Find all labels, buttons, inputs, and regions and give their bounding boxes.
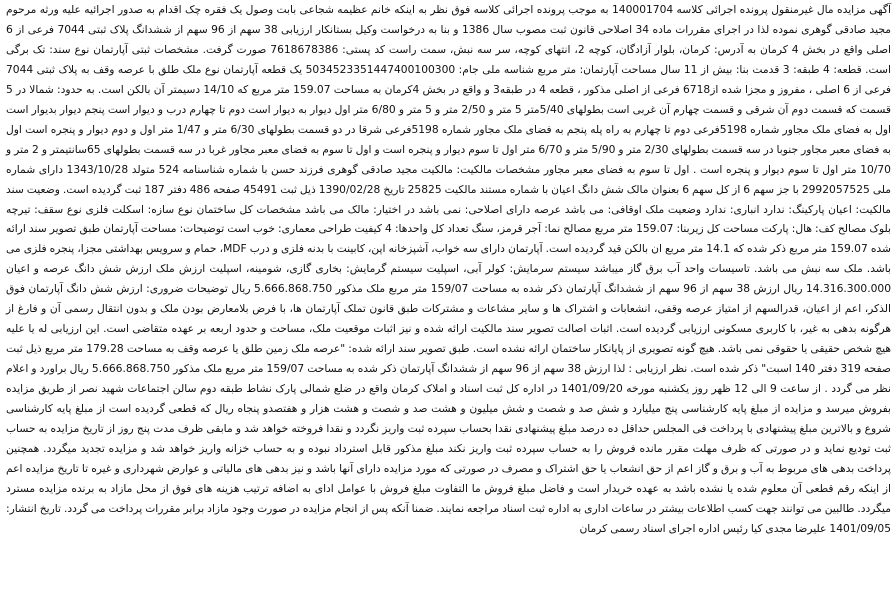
notice-body-text: آگهی مزایده مال غیرمنقول پرونده اجرائی کلاسه 140001704 به موجب پرونده اجرائی کلاسه فوق نظر به اینکه خانم عظیمه شجاعی بابت وصول یک فقره چک اقدام به صدور اجرائیه علیه ورثه مرحوم مجید صادقی گوهری نموده لذا در اجرای مقررات ماده 34 اصلاحی قانون ثبت مصوب سال 1386 و بنا به درخواست وکیل بستانکار ارزیابی 38 سهم از 96 سهم از ششدانگ پلاک ثبتی 7044 فرعی از 6 اصلی واقع در بخش 4 کرمان به آدرس: کرمان، بلوار آزادگان، کوچه 2، انتهای کوچه، سر سه نبش، سمت راست کد پستی: 7618678386 صورت گرفت. مشخصات ثبتی آپارتمان نوع سند: تک برگی است. قطعه: 4 طبقه: 3 قدمت بنا: بیش از 11 سال مساحت آپارتمان: متر مربع شناسه ملی جام: 5034523351447400100300 یک قطعه آپارتمان نوع ملک طلق با عرصه وقف به پلاک ثبتی 7044 فرعی از 6 اصلی ، مفروز و مجزا شده از6718 فرعی از اصلی مذکور ، قطعه 4 در طبقه3 و واقع در بخش 4کرمان به مساحت 159.07 متر مربع که 14/10 دسیمتر آن بالکن است. به حدود: شمالا در 5 قسمت که قسمت دوم آن شرقی و قسمت چهارم آن غربی است بطولهای 5/40متر 5 متر و 2/50 متر و 5 متر و 6/80 متر اول دیوار به دیوار است دوم تا چهارم درب و دیوار است پنجم دیوار بدیوار است اول به فضای ملک مجاور شماره 5198فرعی دوم تا چهارم به راه پله پنجم به فضای ملک مجاور شماره 5198فرعی شرقا در دو قسمت بطولهای 6/30 متر و 1/47 متر اول و دوم دیوار و پنجره است اول به فضای معبر مجاور جنوبا در سه قسمت بطولهای 2/30 متر و 5/90 متر و 6/70 متر اول تا سوم دیوار و پنجره است و اول تا سوم به فضای معبر مجاور غربا در سه قسمت بطولهای 65سانتیمتر و 2 متر و 10/70 متر اول تا سوم دیوار و پنجره است . اول تا سوم به فضای معبر مجاور مشخصات مالکیت: مالکیت مجید صادقی گوهری فرزند حسن با شماره شناسنامه 524 متولد 1343/10/28 دارای شماره ملی 2992057525 با جز سهم 6 از کل سهم 6 بعنوان مالک شش دانگ اعیان با شماره مستند مالکیت 25825 تاریخ 1390/02/28 ذیل ثبت 45491 صفحه 486 دفتر 187 ثبت گردیده است. وضعیت سند مالکیت: اعیان پارکینگ: ندارد انباری: ندارد وضعیت ملک اوقافی: می باشد عرصه دارای اصلاحی: نمی باشد در اختیار: مالک می باشد مشخصات کل ساختمان نوع سازه: اسکلت فلزی نوع سقف: تیرچه بلوک مصالح کف: هال: پارکت مساحت کل زیربنا: 159.07 متر مربع مصالح نما: آجر قرمز، سنگ تعداد کل واحدها: 4 کیفیت طراحی معماری: خوب است توضیحات: مساحت آپارتمان طبق تصویر سند ارائه شده 159.07 متر مربع ذکر شده که 14.1 متر مربع ان بالکن قید گردیده است. آپارتمان دارای سه خواب، آشپزخانه اپن، کابینت با بدنه فلزی و درب MDF، حمام و سرویس بهداشتی مجزا، پنجره فلزی می باشد. ملک سه نبش می باشد. تاسیسات واحد آب برق گاز میباشد سیستم سرمایش: کولر آبی، اسپلیت سیستم گرمایش: بخاری گازی، شومینه، اسپلیت ارزش ملک ارزش شش دانگ عرصه و اعیان 14.316.300.000 ریال ارزش 38 سهم از 96 سهم از ششدانگ آپارتمان ذکر شده به مساحت 159/07 متر مربع ملک مذکور 5.666.868.750 ریال توضیحات ضروری: ارزش شش دانگ آپارتمان فوق الذکر، اعم از اعیان، قدرالسهم از امتیاز عرصه وقفی، انشعابات و اشتراک ها و سایر مشاعات و مشترکات طبق قانون تملک آپارتمان ها، با فرض بلامعارض بودن ملک و بدون انتقال رسمی آن و فارغ از هرگونه بدهی به غیر، با کاربری مسکونی ارزیابی گردیده است. اثبات اصالت تصویر سند مالکیت ارائه شده و نیز اثبات موقعیت ملک، مساحت و حدود اربعه بر عهده متقاضی است. این ارزیابی له یا علیه هیچ شخص حقیقی یا حقوقی نمی باشد. هیچ گونه تصویری از پایانکار ساختمان ارائه نشده است. طبق تصویر سند ارائه شده: "عرصه ملک زمین طلق یا عرصه وقف به مساحت 179.28 متر مربع ذیل ثبت صفحه 319 دفتر 140 اسبت" ذکر شده است. نظر ارزیابی : لذا ارزش 38 سهم از 96 سهم از ششدانگ آپارتمان ذکر شده به مساحت 159/07 متر مربع ملک مذکور 5.666.868.750 ریال براورد و اعلام نظر می گردد . از ساعت 9 الی 12 ظهر روز یکشنبه مورخه 1401/09/20 در اداره کل ثبت اسناد و املاک کرمان واقع در ضلع شمالی پارک نشاط طبقه دوم سالن اجتماعات شهید نصر از طریق مزایده بفروش میرسد و مزایده از مبلغ پایه کارشناسی پنج میلیارد و شش صد و شصت و شش میلیون و هشت صد و شصت و هشت هزار و هفتصدو پنجاه ریال که قطعی گردیده است از مبلغ پایه کارشناسی شروع و بالاترین مبلغ پیشنهادی با پرداخت فی المجلس حداقل ده درصد مبلغ پیشنهادی نقدا بحساب سپرده ثبت واریز نگردد و نقدا فروخته خواهد شد و مابقی ظرف مدت پنج روز از تاریخ مزایده به حساب ثبت تودیع نماید و در صورتی که ظرف مهلت مقرر مانده فروش را به حساب سپرده ثبت واریز نکند مبلغ مذکور قابل استرداد نبوده و به حساب خزانه واریز خواهد شد و مزایده تجدید میگردد. همچنین پرداخت بدهی های مربوط به آب و برق و گاز اعم از حق انشعاب یا حق اشتراک و مصرف در صورتی که مورد مزایده دارای آنها باشد و نیز بدهی های مالیاتی و عوارض شهرداری و غیره تا تاریخ مزایده اعم از اینکه رقم قطعی آن معلوم شده یا نشده باشد به عهده خریدار است و فاضل مبلغ فروش ما التفاوت مبلغ فروش با عوامل ادای به اضافه ترتیب هزینه های فوق از محل مازاد به برنده مزایده مسترد میگردد. طالبین می توانند جهت کسب اطلاعات بیشتر در ساعات اداری به اداره ثبت اسناد مراجعه نمایند. ضمنا آنکه پس از انجام مزایده در صورت وجود مازاد برابر مقررات پرداخت می گردد. تاریخ انتشار: 1401/09/05 علیرضا مجدی کیا رئیس اداره اجرای اسناد رسمی کرمان [5,3,892,535]
